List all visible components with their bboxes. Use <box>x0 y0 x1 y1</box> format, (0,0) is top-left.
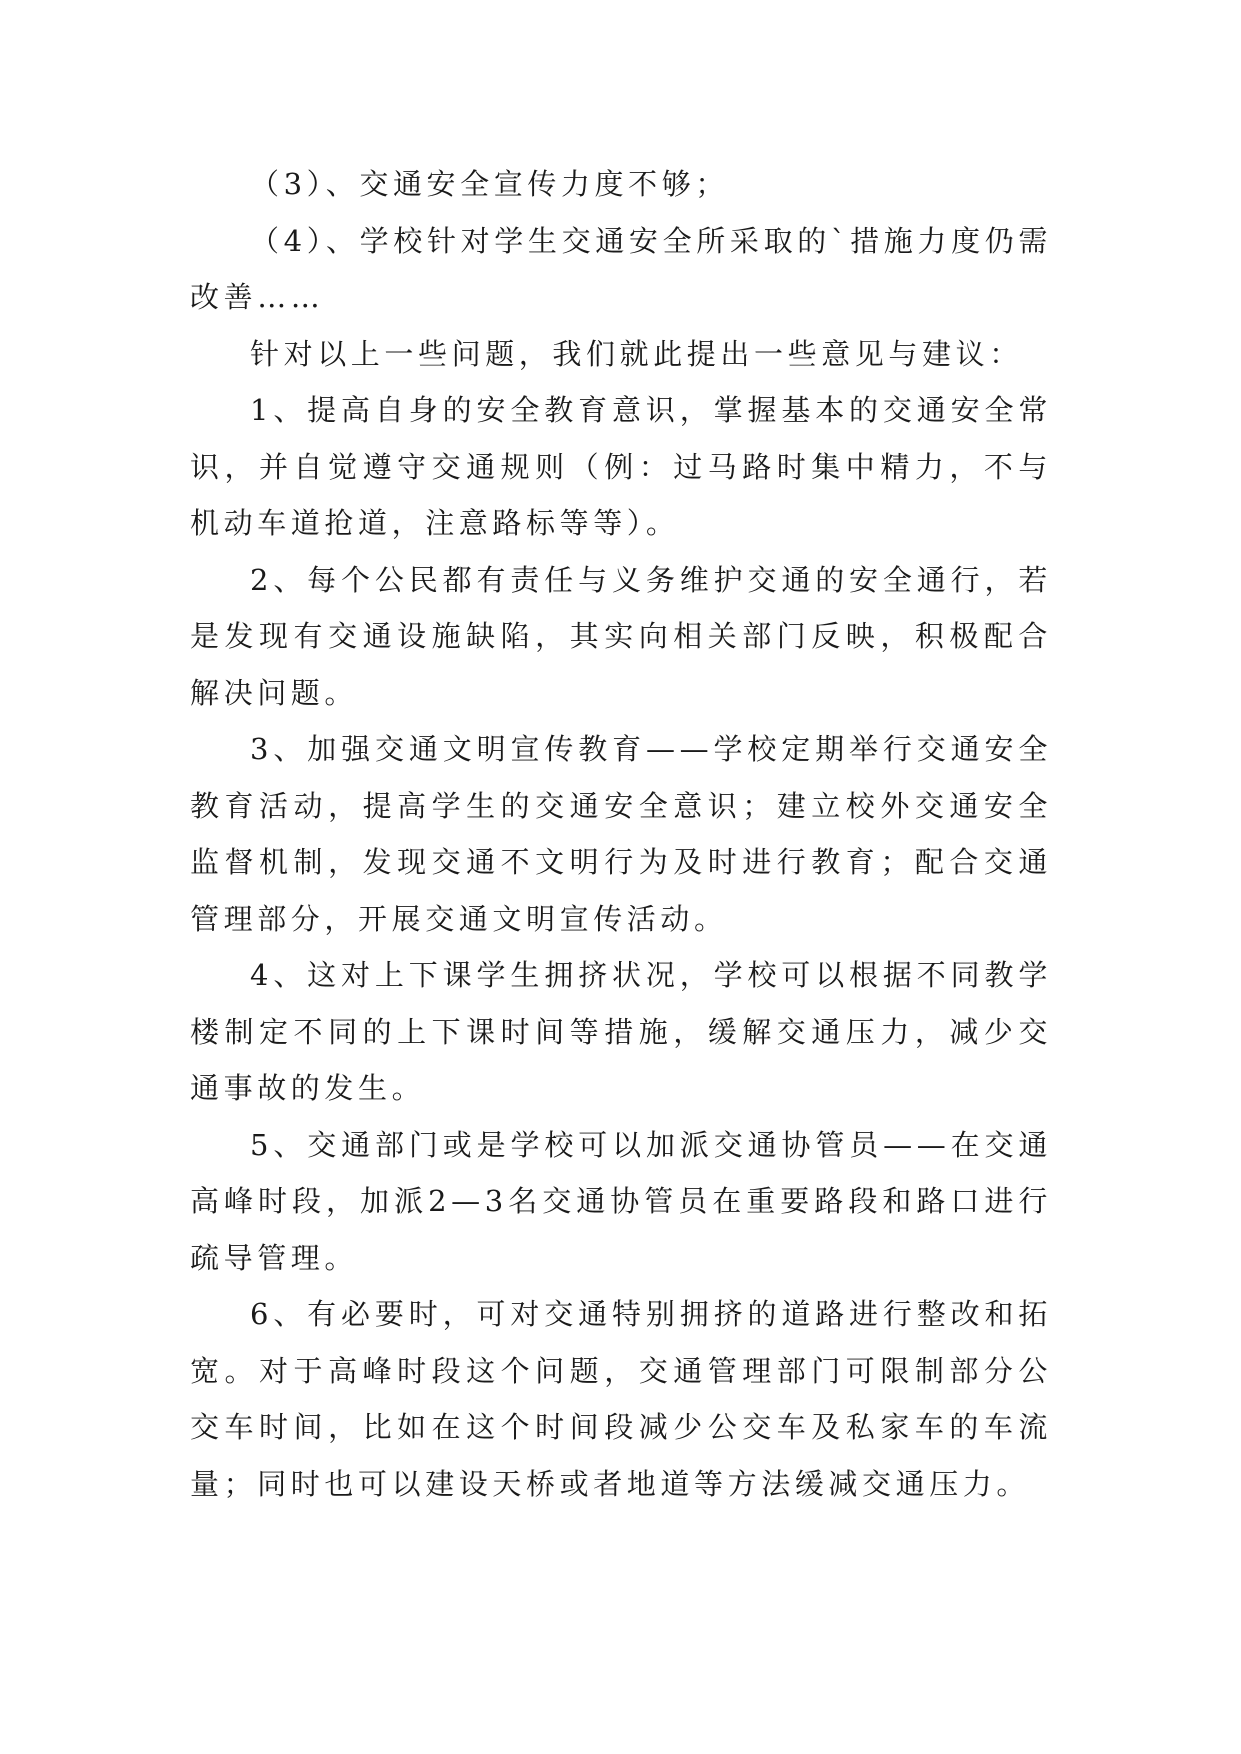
paragraph-suggestion-1: 1、提高自身的安全教育意识，掌握基本的交通安全常识，并自觉遵守交通规则（例：过马路时集中精力，不与机动车道抢道，注意路标等等）。 <box>190 393 1052 540</box>
paragraph-suggestion-4: 4、这对上下课学生拥挤状况，学校可以根据不同教学楼制定不同的上下课时间等措施，缓解交通压力，减少交通事故的发生。 <box>190 958 1052 1105</box>
document-body <box>190 156 1052 1512</box>
paragraph-suggestion-3: 3、加强交通文明宣传教育——学校定期举行交通安全教育活动，提高学生的交通安全意识；建立校外交通安全监督机制，发现交通不文明行为及时进行教育；配合交通管理部分，开展交通文明宣传活动。 <box>190 732 1052 936</box>
paragraph-suggestion-2: 2、每个公民都有责任与义务维护交通的安全通行，若是发现有交通设施缺陷，其实向相关部门反映，积极配合解决问题。 <box>190 562 1052 710</box>
paragraph-suggestion-6: 6、有必要时，可对交通特别拥挤的道路进行整改和拓宽。对于高峰时段这个问题，交通管理部门可限制部分公交车时间，比如在这个时间段减少公交车及私家车的车流量；同时也可以建设天桥或者地道等方法缓减交通压力。 <box>190 1297 1052 1501</box>
paragraph-suggestion-5: 5、交通部门或是学校可以加派交通协管员——在交通高峰时段，加派2—3名交通协管员在重要路段和路口进行疏导管理。 <box>190 1127 1052 1275</box>
paragraph-intro-suggestions: 针对以上一些问题，我们就此提出一些意见与建议： <box>250 336 1023 371</box>
paragraph-item-4: （4）、学校针对学生交通安全所采取的`措施力度仍需改善…… <box>190 223 1052 314</box>
paragraph-item-3: （3）、交通安全宣传力度不够； <box>250 167 729 201</box>
